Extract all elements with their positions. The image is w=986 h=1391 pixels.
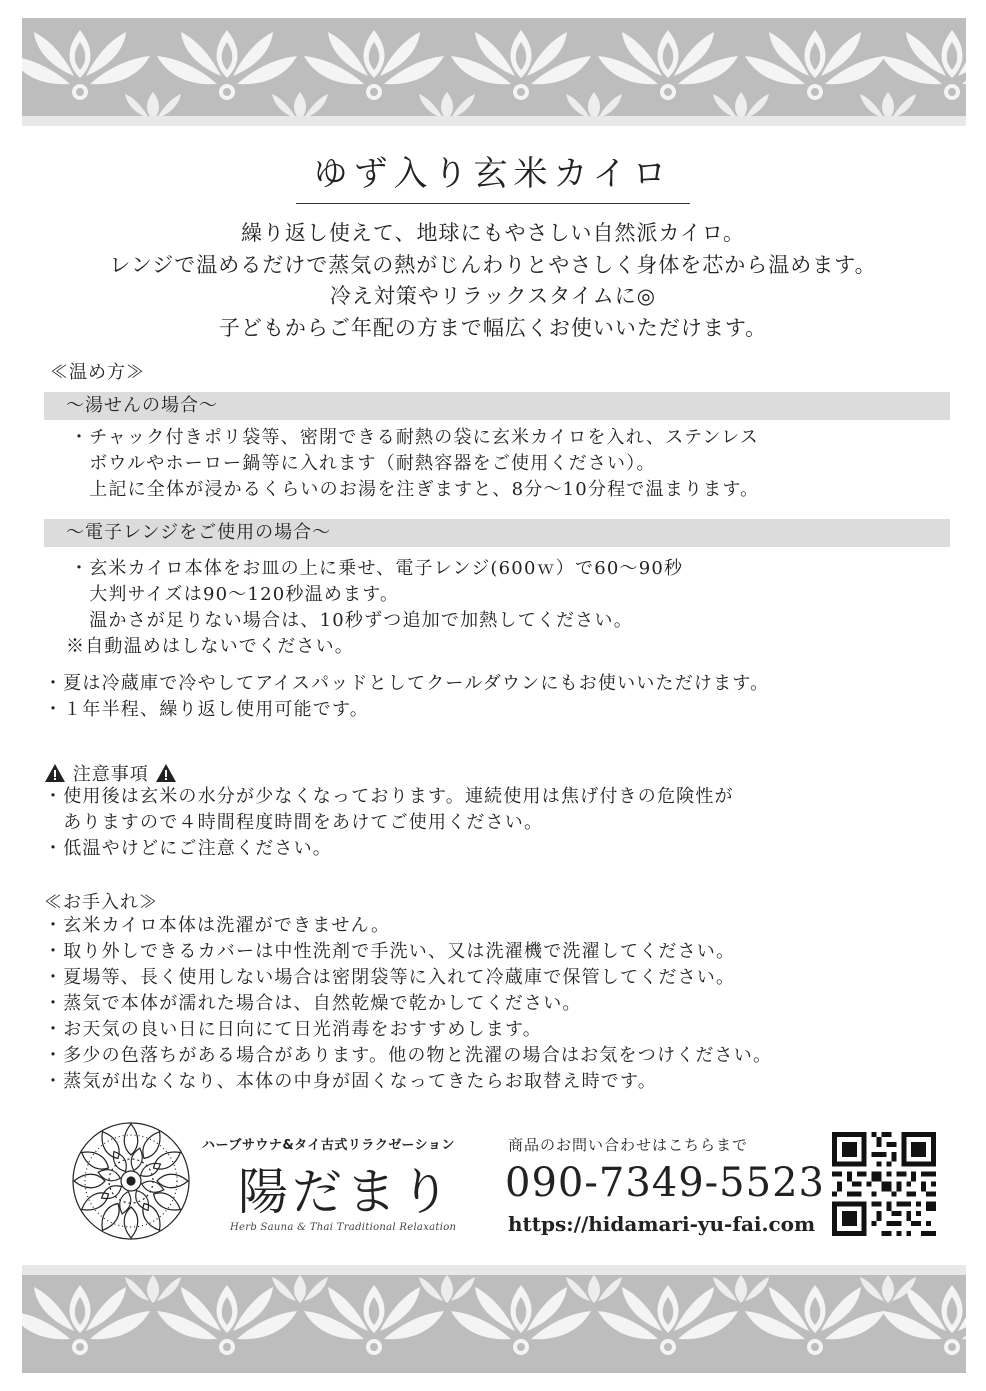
- brand-name: 陽だまり: [238, 1163, 454, 1221]
- caution-heading: 注意事項: [72, 764, 149, 785]
- microwave-subheading: 〜電子レンジをご使用の場合〜: [44, 519, 950, 547]
- yusen-subheading: 〜湯せんの場合〜: [44, 392, 950, 420]
- care-notes: [44, 913, 772, 1095]
- caution-line: ・低温やけどにご注意ください。: [44, 838, 332, 859]
- bottom-decorative-band: [22, 1265, 966, 1373]
- instruction-line: ※自動温めはしないでください。: [66, 636, 354, 657]
- intro-line: 冷え対策やリラックスタイムに◎: [329, 284, 657, 308]
- note-line: ・夏は冷蔵庫で冷やしてアイスパッドとしてクールダウンにもお使いいただけます。: [44, 673, 770, 694]
- warning-triangle-icon: [155, 763, 177, 783]
- caution-line: ありますので４時間程度時間をあけてご使用ください。: [44, 812, 544, 833]
- instruction-line: 温かさが足りない場合は、10秒ずつ追加で加熱してください。: [70, 610, 633, 631]
- care-line: ・蒸気で本体が濡れた場合は、自然乾燥で乾かしてください。: [44, 993, 582, 1014]
- note-line: ・１年半程、繰り返し使用可能です。: [44, 699, 369, 720]
- yusen-instructions: [70, 425, 759, 503]
- phone-number[interactable]: 090-7349-5523: [505, 1160, 825, 1206]
- warming-heading: ≪温め方≫: [50, 362, 145, 383]
- brand-subtitle: ハーブサウナ&タイ古式リラクゼーション: [202, 1138, 455, 1153]
- care-line: ・玄米カイロ本体は洗濯ができません。: [44, 915, 391, 936]
- intro-text: [0, 218, 986, 344]
- lotus-pattern-bottom: [22, 1265, 966, 1373]
- warning-triangle-icon: [44, 763, 66, 783]
- instruction-line: ボウルやホーロー鍋等に入れます（耐熱容器をご使用ください）。: [70, 453, 656, 474]
- care-line: ・蒸気が出なくなり、本体の中身が固くなってきたらお取替え時です。: [44, 1071, 657, 1092]
- intro-line: 繰り返し使えて、地球にもやさしい自然派カイロ。: [240, 221, 746, 245]
- lotus-pattern-top: [22, 18, 966, 126]
- instruction-line: 大判サイズは90〜120秒温めます。: [70, 584, 400, 605]
- care-line: ・取り外しできるカバーは中性洗剤で手洗い、又は洗濯機で洗濯してください。: [44, 941, 736, 962]
- instruction-line: 上記に全体が浸かるくらいのお湯を注ぎますと、8分〜10分程で温まります。: [70, 479, 760, 500]
- page-title: ゆず入り玄米カイロ: [296, 146, 691, 204]
- care-line: ・お天気の良い日に日向にて日光消毒をおすすめします。: [44, 1019, 542, 1040]
- intro-line: レンジで温めるだけで蒸気の熱がじんわりとやさしく身体を芯から温めます。: [109, 252, 877, 277]
- caution-notes: [44, 784, 734, 862]
- contact-label: 商品のお問い合わせはこちらまで: [508, 1136, 749, 1154]
- website-link[interactable]: https://hidamari-yu-fai.com: [508, 1212, 816, 1236]
- caution-heading-row: [44, 760, 177, 786]
- top-decorative-band: [22, 18, 966, 126]
- instruction-line: ・チャック付きポリ袋等、密閉できる耐熱の袋に玄米カイロを入れ、ステンレス: [70, 427, 759, 448]
- footer: [0, 1120, 986, 1250]
- care-heading: ≪お手入れ≫: [44, 892, 158, 913]
- brand-english-tagline: Herb Sauna & Thai Traditional Relaxation: [230, 1222, 457, 1233]
- warming-extra-notes: [44, 671, 769, 723]
- caution-line: ・使用後は玄米の水分が少なくなっております。連続使用は焦げ付きの危険性が: [44, 786, 734, 807]
- care-line: ・多少の色落ちがある場合があります。他の物と洗濯の場合はお気をつけください。: [44, 1045, 773, 1066]
- intro-line: 子どもからご年配の方まで幅広くお使いいただけます。: [218, 315, 768, 340]
- qr-code-icon[interactable]: [832, 1132, 936, 1236]
- care-line: ・夏場等、長く使用しない場合は密閉袋等に入れて冷蔵庫で保管してください。: [44, 967, 736, 988]
- instruction-line: ・玄米カイロ本体をお皿の上に乗せ、電子レンジ(600ｗ）で60〜90秒: [70, 558, 684, 579]
- microwave-instructions: [66, 556, 684, 660]
- mandala-logo-icon: [70, 1120, 192, 1242]
